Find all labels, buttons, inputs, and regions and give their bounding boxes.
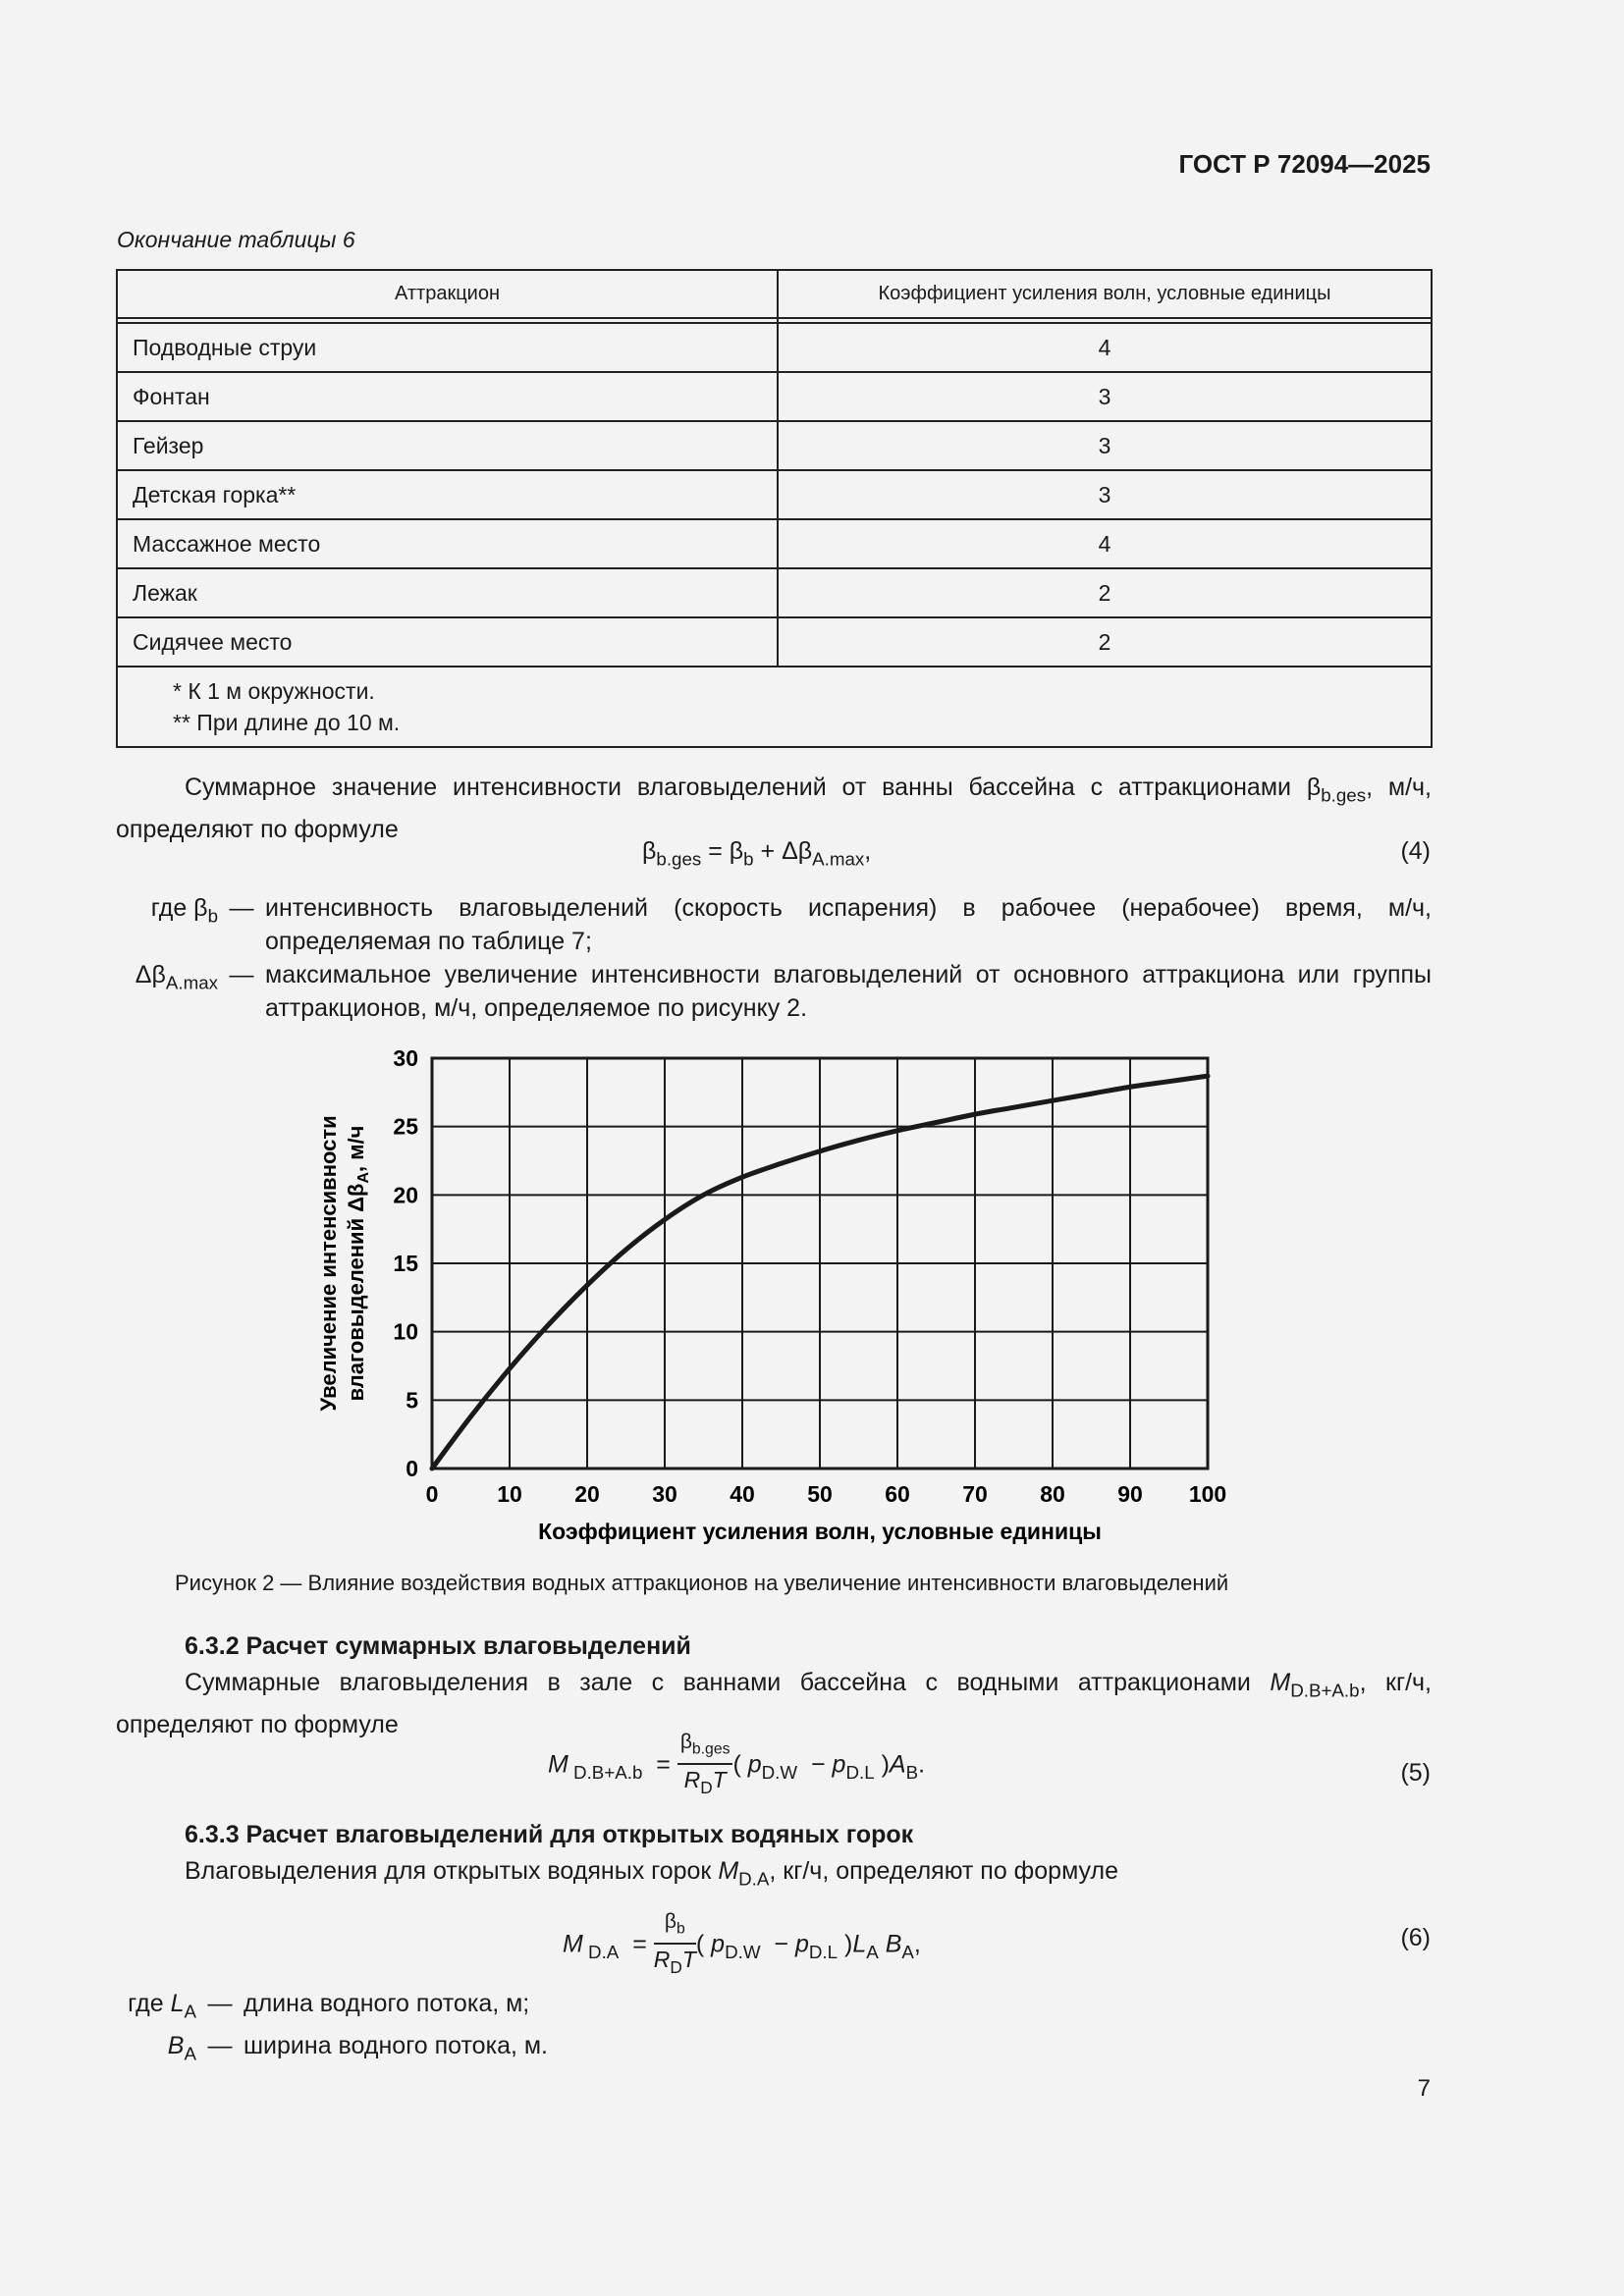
chart-grid [432,1058,1208,1468]
where-term-LA: где $L_A$ [128,1990,196,2022]
x-tick-label: 10 [497,1481,522,1507]
formula-4: $\beta_{b.ges} = \beta_b + \Delta\beta_{A.max}$, [642,837,872,870]
y-tick-label: 5 [406,1387,418,1414]
formula-5: M $_{D.B+A.b}$ = $\frac{\beta_{b.ges}}{R_DT}$ ( $p_{D.W} - p_{D.L}$ )$A_B$. [548,1731,926,1797]
cell-coefficient: 3 [778,421,1432,470]
y-axis-label-line1: Увеличение интенсивности [316,1115,341,1412]
x-tick-label: 20 [574,1481,600,1507]
cell-attraction: Детская горка** [117,470,778,519]
x-tick-label: 60 [885,1481,910,1507]
x-tick-labels [426,1481,1227,1507]
cell-attraction: Гейзер [117,421,778,470]
paragraph-6-3-3: Влаговыделения для открытых водяных горок $M_{D.A}$, кг/ч, определяют по формуле [185,1857,1118,1890]
table-row [117,617,1432,667]
cell-attraction: Фонтан [117,372,778,421]
x-tick-label: 100 [1188,1481,1227,1507]
where-clause-1: где $\beta_b$ — интенсивность влаговыделений (скорость испарения) в рабочее (нерабочее) время, м/ч, определяемая по таблице 7; $\Delta\beta_{A.max}$ — максимальное увеличение интенсивности влаговыделений от основного аттракциона или группы аттракционов, м/ч, определяемое по рисунку 2. [116,891,1432,1025]
x-tick-label: 90 [1117,1481,1143,1507]
cell-attraction: Подводные струи [117,323,778,372]
document-number: ГОСТ Р 72094—2025 [1178,149,1431,179]
page-number: 7 [1417,2075,1431,2102]
x-tick-label: 70 [962,1481,988,1507]
y-axis-label-line2: влаговыделений $\Delta\beta_A$, м/ч [344,1125,372,1402]
where-term-beta-b: где $\beta_b$ [150,894,218,927]
table-row [117,470,1432,519]
x-tick-label: 80 [1040,1481,1065,1507]
figure-caption: Рисунок 2 — Влияние воздействия водных аттракционов на увеличение интенсивности влаговыделений [175,1571,1229,1595]
table-row [117,421,1432,470]
cell-coefficient: 3 [778,470,1432,519]
y-tick-label: 30 [393,1045,418,1071]
equation-number-4: (4) [1400,837,1431,865]
cell-coefficient: 2 [778,568,1432,617]
x-tick-label: 40 [730,1481,755,1507]
where-def-dbeta: максимальное увеличение интенсивности влаговыделений от основного аттракциона или группы аттракционов, м/ч, определяемое по рисунку 2. [265,961,1432,1022]
x-tick-label: 30 [652,1481,677,1507]
where-term-dbeta: $\Delta\beta_{A.max}$ [135,961,218,993]
x-tick-label: 50 [807,1481,833,1507]
cell-attraction: Сидячее место [117,617,778,667]
where-def-LA: длина водного потока, м; [244,1990,530,2017]
note-1: * К 1 м окружности. [173,678,375,704]
section-6-3-2-title: 6.3.2 Расчет суммарных влаговыделений [185,1632,691,1660]
cell-attraction: Лежак [117,568,778,617]
formula-6: M $_{D.A}$ = $\frac{\beta_b}{R_DT}$ ( $p_{D.W} - p_{D.L}$ )$L_A$ $B_A$, [563,1910,921,1977]
equation-number-5: (5) [1400,1759,1431,1787]
note-2: ** При длине до 10 м. [173,710,401,735]
table-row [117,323,1432,372]
y-tick-label: 20 [393,1182,418,1208]
table-6 [116,269,1433,748]
table-row [117,568,1432,617]
table-row [117,519,1432,568]
table-row [117,372,1432,421]
table-notes [117,667,1432,747]
column-header-attraction: Аттракцион [117,270,778,318]
where-def-beta-b: интенсивность влаговыделений (скорость испарения) в рабочее (нерабочее) время, м/ч, определяемая по таблице 7; [265,894,1432,955]
y-tick-labels [393,1045,418,1481]
cell-coefficient: 4 [778,323,1432,372]
cell-coefficient: 2 [778,617,1432,667]
cell-coefficient: 4 [778,519,1432,568]
x-tick-label: 0 [425,1481,439,1507]
column-header-coefficient: Коэффициент усиления волн, условные единицы [778,270,1432,318]
where-term-BA: $B_A$ [167,2031,196,2064]
x-axis-label: Коэффициент усиления волн, условные единицы [538,1519,1102,1544]
figure-2-chart [295,1041,1257,1571]
table-body [117,323,1432,667]
section-6-3-3-title: 6.3.3 Расчет влаговыделений для открытых водяных горок [185,1821,914,1848]
y-tick-label: 25 [393,1113,418,1140]
y-tick-label: 15 [393,1251,418,1276]
where-clause-2: где $L_A$ — длина водного потока, м; $B_A$ — ширина водного потока, м. [116,1987,1000,2070]
where-def-BA: ширина водного потока, м. [244,2031,548,2059]
paragraph-total-intensity: Суммарное значение интенсивности влаговыделений от ванны бассейна с аттракционами $\beta_{b.ges}$, м/ч, определяют по формуле [116,774,1432,843]
cell-coefficient: 3 [778,372,1432,421]
y-tick-label: 0 [406,1456,418,1481]
cell-attraction: Массажное место [117,519,778,568]
table-caption: Окончание таблицы 6 [117,227,355,252]
paragraph-6-3-2: Суммарные влаговыделения в зале с ваннами бассейна с водными аттракционами $M_{D.B+A.b}$, кг/ч, определяют по формуле [116,1669,1432,1738]
equation-number-6: (6) [1400,1924,1431,1951]
y-tick-label: 10 [393,1318,418,1345]
